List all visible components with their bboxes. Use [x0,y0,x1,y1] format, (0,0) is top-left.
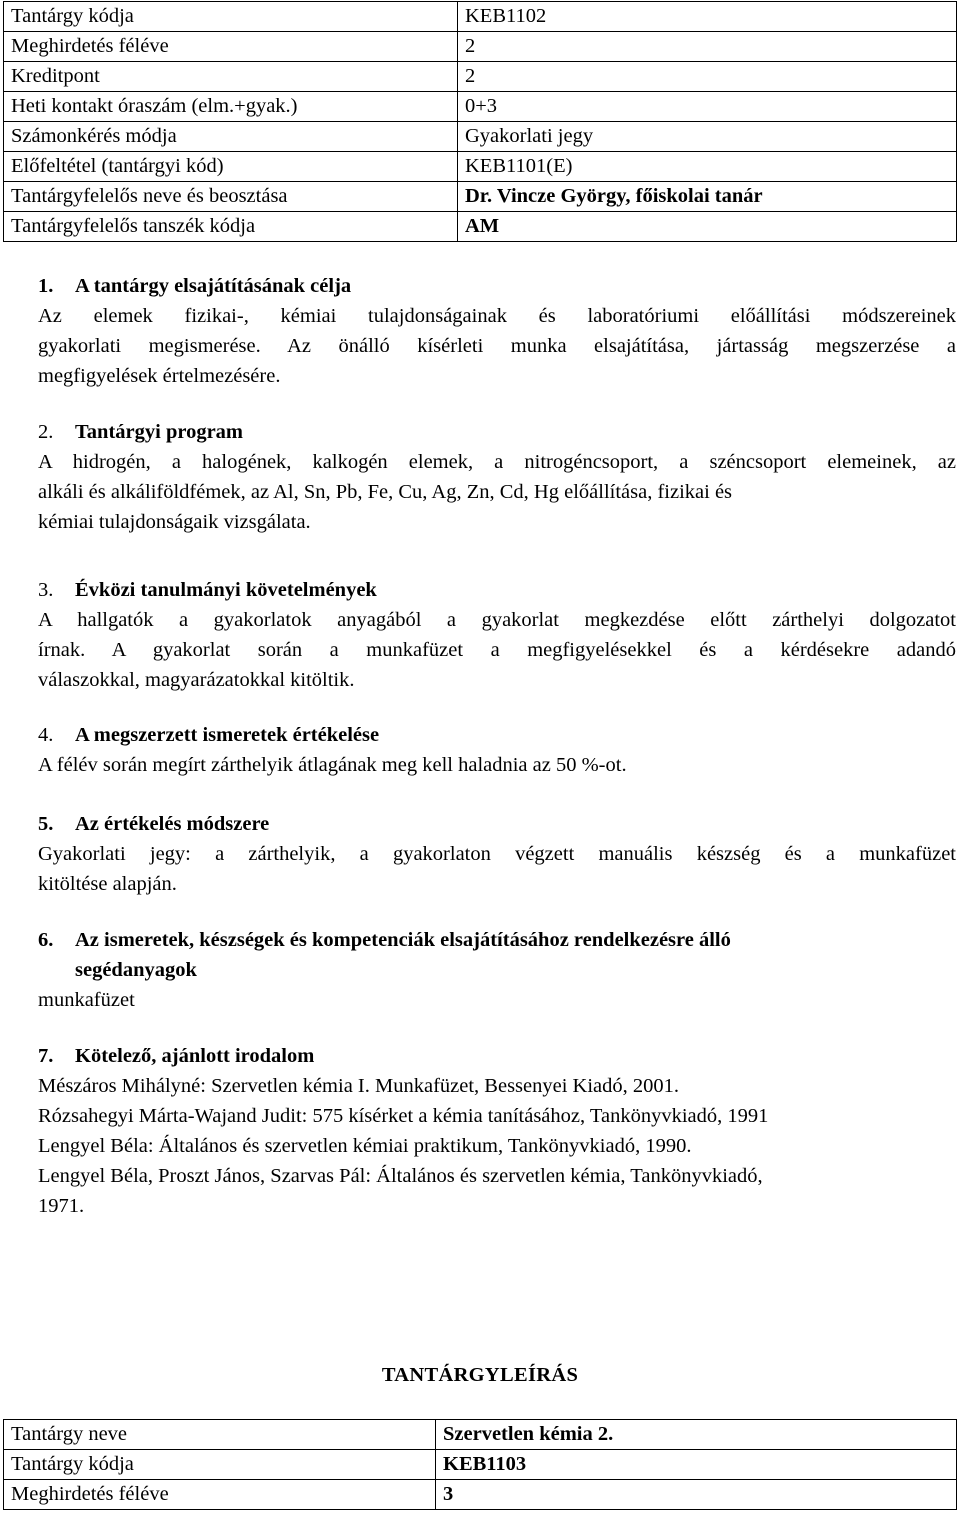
section-title-line2: segédanyagok [75,959,197,981]
text-line: megfigyelések értelmezésére. [38,365,281,387]
reference-item: Mészáros Mihályné: Szervetlen kémia I. Munkafüzet, Bessenyei Kiadó, 2001. [38,1075,680,1097]
row-label: Előfeltétel (tantárgyi kód) [4,152,458,182]
section-body [38,447,956,537]
table-row [4,62,957,92]
row-label: Heti kontakt óraszám (elm.+gyak.) [4,92,458,122]
text-line: válaszokkal, magyarázatokkal kitöltik. [38,669,355,691]
section-title: A megszerzett ismeretek értékelése [75,724,380,746]
row-value: KEB1103 [436,1450,957,1480]
reference-item: Lengyel Béla: Általános és szervetlen kémiai praktikum, Tankönyvkiadó, 1990. [38,1135,692,1157]
row-label: Meghirdetés féléve [4,32,458,62]
text-line: A félév során megírt zárthelyik átlagának meg kell haladnia az 50 %-ot. [38,754,627,776]
section-title: Évközi tanulmányi követelmények [75,579,377,601]
section-number: 2. [38,421,54,443]
document-title: TANTÁRGYLEÍRÁS [381,1364,579,1386]
table-row [4,212,957,242]
text-line: A hidrogén, a halogének, kalkogén elemek, a nitrogéncsoport, a széncsoport elemeinek, az [38,451,956,473]
table-row [4,152,957,182]
section-heading-continuation [38,955,956,985]
section-number: 4. [38,724,54,746]
row-value: 3 [436,1480,957,1510]
row-value: 2 [458,62,957,92]
section-body [38,301,956,391]
section-body [38,605,956,695]
section-title: Kötelező, ajánlott irodalom [75,1045,315,1067]
table-row [4,122,957,152]
section-heading [38,809,956,839]
section-number: 7. [38,1045,54,1067]
section-heading [38,720,956,750]
text-line: alkáli és alkáliföldfémek, az Al, Sn, Pb, Fe, Cu, Ag, Zn, Cd, Hg előállítása, fizikai és [38,481,733,503]
text-line: munkafüzet [38,989,135,1011]
section-evaluation [38,720,956,780]
row-value: Gyakorlati jegy [458,122,957,152]
text-line: írnak. A gyakorlat során a munkafüzet a megfigyelésekkel és a kérdésekre adandó [38,639,956,661]
row-label: Kreditpont [4,62,458,92]
text-line: gyakorlati megismerése. Az önálló kísérleti munka elsajátítása, jártasság megszerzése a [38,335,956,357]
section-title: Az ismeretek, készségek és kompetenciák elsajátításához rendelkezésre álló [75,929,731,951]
course-info-table [3,1,957,242]
row-value: 2 [458,32,957,62]
section-number: 3. [38,579,54,601]
row-value: AM [458,212,957,242]
section-number: 5. [38,813,54,835]
section-body [38,1071,956,1221]
section-heading [38,925,956,955]
row-label: Tantárgyfelelős neve és beosztása [4,182,458,212]
section-number: 1. [38,275,54,297]
course-info-table-2 [3,1419,957,1510]
row-value: Szervetlen kémia 2. [436,1420,957,1450]
reference-item: 1971. [38,1195,85,1217]
section-method [38,809,956,899]
row-label: Tantárgy kódja [4,1450,436,1480]
row-label: Tantárgy neve [4,1420,436,1450]
text-line: Az elemek fizikai-, kémiai tulajdonságainak és laboratóriumi előállítási módszereinek [38,305,956,327]
table-row [4,1450,957,1480]
row-label: Tantárgyfelelős tanszék kódja [4,212,458,242]
reference-item: Lengyel Béla, Proszt János, Szarvas Pál: Általános és szervetlen kémia, Tankönyvkiadó, [38,1165,763,1187]
row-label: Meghirdetés féléve [4,1480,436,1510]
table-row [4,1420,957,1450]
row-value: KEB1102 [458,2,957,32]
section-materials [38,925,956,1015]
row-value: 0+3 [458,92,957,122]
section-title: A tantárgy elsajátításának célja [75,275,352,297]
table-row [4,92,957,122]
section-title: Tantárgyi program [75,421,243,443]
row-label: Tantárgy kódja [4,2,458,32]
section-program [38,417,956,537]
row-value: KEB1101(E) [458,152,957,182]
reference-item: Rózsahegyi Márta-Wajand Judit: 575 kísérket a kémia tanításához, Tankönyvkiadó, 1991 [38,1105,769,1127]
text-line: kitöltése alapján. [38,873,177,895]
text-line: A hallgatók a gyakorlatok anyagából a gyakorlat megkezdése előtt zárthelyi dolgozatot [38,609,956,631]
section-heading [38,575,956,605]
table-row [4,182,957,212]
table-row [4,2,957,32]
section-body [38,750,956,780]
text-line: kémiai tulajdonságaik vizsgálata. [38,511,311,533]
section-number: 6. [38,929,54,951]
row-value: Dr. Vincze György, főiskolai tanár [458,182,957,212]
text-line: Gyakorlati jegy: a zárthelyik, a gyakorlaton végzett manuális készség és a munkafüzet [38,843,956,865]
table-row [4,1480,957,1510]
section-body [38,985,956,1015]
section-body [38,839,956,899]
table-row [4,32,957,62]
section-heading [38,271,956,301]
section-heading [38,1041,956,1071]
section-literature [38,1041,956,1221]
section-requirements [38,575,956,695]
section-heading [38,417,956,447]
section-goal [38,271,956,391]
section-title: Az értékelés módszere [75,813,270,835]
row-label: Számonkérés módja [4,122,458,152]
